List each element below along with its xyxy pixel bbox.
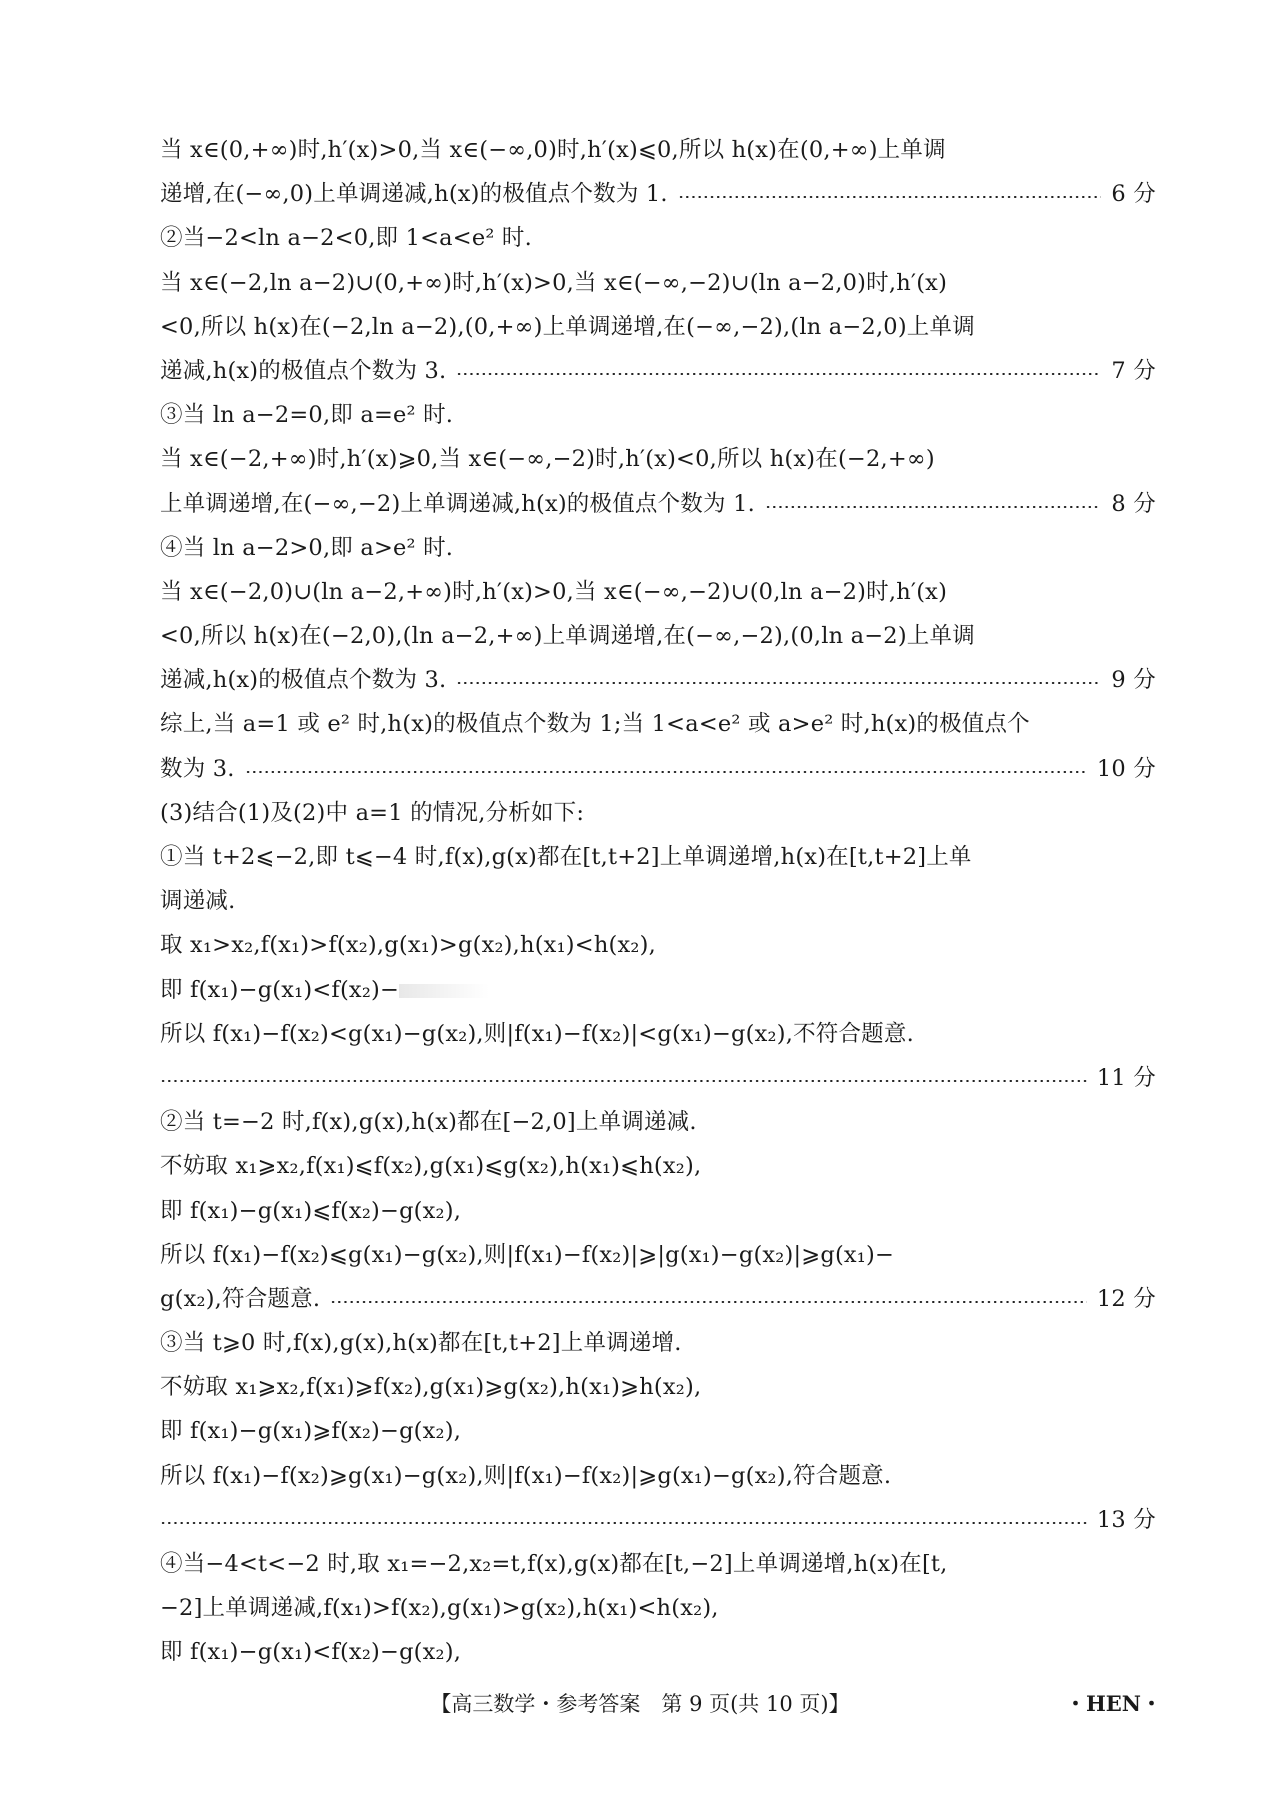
score-points: 13 分 — [1096, 1506, 1156, 1533]
solution-line-text: 上单调递增,在(−∞,−2)上单调递减,h(x)的极值点个数为 1. — [160, 490, 755, 517]
dot-leader — [678, 196, 1102, 198]
solution-line: ②当−2<ln a−2<0,即 1<a<e² 时. — [160, 225, 532, 252]
solution-line: 不妨取 x₁⩾x₂,f(x₁)⩽f(x₂),g(x₁)⩽g(x₂),h(x₁)⩽h(x₂), — [160, 1153, 702, 1180]
solution-line: ③当 t⩾0 时,f(x),g(x),h(x)都在[t,t+2]上单调递增. — [160, 1330, 682, 1357]
solution-line: 当 x∈(−2,ln a−2)∪(0,+∞)时,h′(x)>0,当 x∈(−∞,−2)∪(ln a−2,0)时,h′(x) — [160, 269, 948, 296]
solution-line: ①当 t+2⩽−2,即 t⩽−4 时,f(x),g(x)都在[t,t+2]上单调递增,h(x)在[t,t+2]上单 — [160, 844, 972, 870]
score-points: 10 分 — [1096, 755, 1156, 782]
score-points: 7 分 — [1111, 357, 1156, 384]
scored-line — [160, 349, 1156, 393]
dot-leader — [456, 373, 1101, 375]
solution-line: 即 f(x₁)−g(x₁)<f(x₂)−g(x₂), — [160, 1639, 462, 1666]
score-points: 6 分 — [1111, 181, 1156, 208]
solution-line-text: 递增,在(−∞,0)上单调递减,h(x)的极值点个数为 1. — [160, 181, 668, 208]
solution-line: 不妨取 x₁⩾x₂,f(x₁)⩾f(x₂),g(x₁)⩾g(x₂),h(x₁)⩾h(x₂), — [160, 1374, 702, 1401]
solution-line-text: g(x₂),符合题意. — [160, 1285, 321, 1312]
solution-line: 当 x∈(−2,+∞)时,h′(x)⩾0,当 x∈(−∞,−2)时,h′(x)<0,所以 h(x)在(−2,+∞) — [160, 446, 935, 473]
footer-code: ・HEN・ — [1064, 1691, 1162, 1716]
faded-scan-area — [399, 984, 489, 998]
solution-line — [160, 968, 1156, 1012]
solution-line: 综上,当 a=1 或 e² 时,h(x)的极值点个数为 1;当 1<a<e² 或 a>e² 时,h(x)的极值点个 — [160, 711, 1030, 738]
dot-leader — [245, 771, 1087, 773]
solution-line-text: 即 f(x₁)−g(x₁)<f(x₂)− — [160, 976, 400, 1003]
solution-line: 即 f(x₁)−g(x₁)⩽f(x₂)−g(x₂), — [160, 1197, 462, 1224]
score-points: 9 分 — [1111, 667, 1156, 694]
solution-line: ④当 ln a−2>0,即 a>e² 时. — [160, 534, 454, 561]
solution-line: ②当 t=−2 时,f(x),g(x),h(x)都在[−2,0]上单调递减. — [160, 1109, 697, 1136]
scored-line — [160, 1498, 1156, 1542]
score-points: 8 分 — [1111, 490, 1156, 517]
dot-leader — [456, 682, 1101, 684]
scored-line — [160, 482, 1156, 526]
solution-line: ④当−4<t<−2 时,取 x₁=−2,x₂=t,f(x),g(x)都在[t,−2]上单调递增,h(x)在[t, — [160, 1551, 948, 1577]
dot-leader — [160, 1080, 1087, 1082]
solution-line: <0,所以 h(x)在(−2,0),(ln a−2,+∞)上单调递增,在(−∞,−2),(0,ln a−2)上单调 — [160, 623, 975, 650]
dot-leader — [160, 1522, 1087, 1524]
solution-line: 所以 f(x₁)−f(x₂)<g(x₁)−g(x₂),则|f(x₁)−f(x₂)|<g(x₁)−g(x₂),不符合题意. — [160, 1020, 914, 1047]
scored-line — [160, 747, 1156, 791]
solution-line: 取 x₁>x₂,f(x₁)>f(x₂),g(x₁)>g(x₂),h(x₁)<h(x₂), — [160, 932, 656, 959]
solution-body — [160, 128, 1156, 1675]
score-points: 12 分 — [1096, 1285, 1156, 1312]
scored-line — [160, 172, 1156, 216]
dot-leader — [765, 506, 1101, 508]
solution-line: ③当 ln a−2=0,即 a=e² 时. — [160, 402, 454, 429]
solution-line: 当 x∈(−2,0)∪(ln a−2,+∞)时,h′(x)>0,当 x∈(−∞,−2)∪(0,ln a−2)时,h′(x) — [160, 578, 948, 605]
solution-line-text: 递减,h(x)的极值点个数为 3. — [160, 667, 447, 694]
solution-line-text: 递减,h(x)的极值点个数为 3. — [160, 357, 447, 384]
score-points: 11 分 — [1096, 1064, 1156, 1091]
footer-title: 【高三数学・参考答案 第 9 页(共 10 页)】 — [430, 1692, 850, 1716]
solution-line: 调递减. — [160, 888, 236, 915]
solution-line-text: 数为 3. — [160, 755, 235, 782]
solution-line: 当 x∈(0,+∞)时,h′(x)>0,当 x∈(−∞,0)时,h′(x)⩽0,所以 h(x)在(0,+∞)上单调 — [160, 137, 946, 163]
solution-line: 所以 f(x₁)−f(x₂)⩽g(x₁)−g(x₂),则|f(x₁)−f(x₂)|⩾|g(x₁)−g(x₂)|⩾g(x₁)− — [160, 1241, 895, 1268]
scored-line — [160, 1056, 1156, 1100]
solution-line: (3)结合(1)及(2)中 a=1 的情况,分析如下: — [160, 799, 585, 826]
page-footer — [0, 1684, 1280, 1724]
solution-line: <0,所以 h(x)在(−2,ln a−2),(0,+∞)上单调递增,在(−∞,−2),(ln a−2,0)上单调 — [160, 313, 975, 340]
scored-line — [160, 658, 1156, 702]
solution-line: 即 f(x₁)−g(x₁)⩾f(x₂)−g(x₂), — [160, 1418, 462, 1445]
scored-line — [160, 1277, 1156, 1321]
dot-leader — [330, 1301, 1087, 1303]
solution-line: 所以 f(x₁)−f(x₂)⩾g(x₁)−g(x₂),则|f(x₁)−f(x₂)|⩾g(x₁)−g(x₂),符合题意. — [160, 1462, 892, 1489]
solution-line: −2]上单调递减,f(x₁)>f(x₂),g(x₁)>g(x₂),h(x₁)<h(x₂), — [160, 1595, 719, 1622]
